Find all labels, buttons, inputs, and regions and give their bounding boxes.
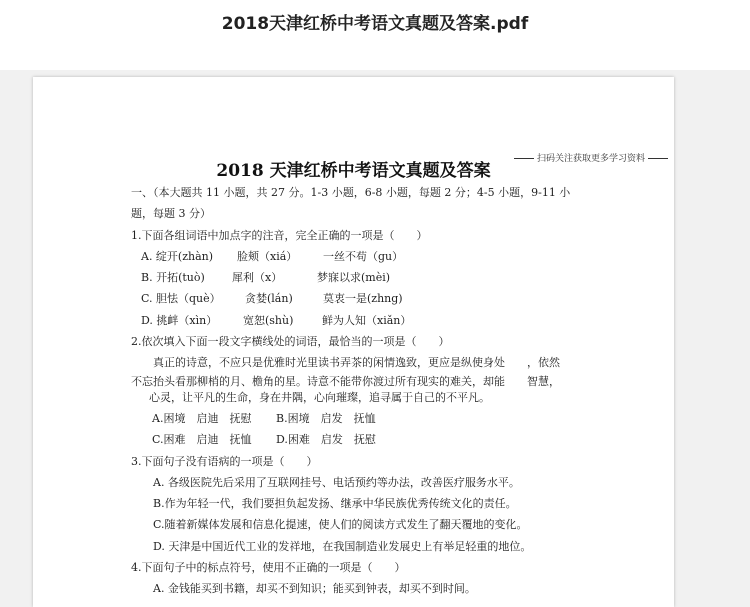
q1-option-a-2: 脸颊（xiá） — [237, 250, 298, 263]
q1-option-a-1: A. 绽开(zhàn) — [141, 250, 214, 263]
pdf-page[interactable] — [33, 77, 674, 607]
q3-option-a: A. 各级医院先后采用了互联网挂号、电话预约等办法，改善医疗服务水平。 — [153, 476, 520, 489]
q4-option-a: A. 金钱能买到书籍，却买不到知识；能买到钟表，却买不到时间。 — [153, 582, 476, 595]
q3-option-b: B.作为年轻一代，我们要担负起发扬、继承中华民族优秀传统文化的责任。 — [153, 497, 517, 510]
q3-option-c: C.随着新媒体发展和信息化提速，使人们的阅读方式发生了翻天覆地的变化。 — [153, 518, 528, 531]
q1-option-b-3: 梦寐以求(mèi) — [317, 271, 391, 284]
q1-option-d-3: 鲜为人知（xiǎn） — [322, 314, 412, 327]
q2-para-line2: 不忘抬头看那柳梢的月、檐角的星。诗意不能带你渡过所有现实的难关，却能 智慧， — [131, 375, 560, 388]
q1-option-d-1: D. 挑衅（xìn） — [141, 314, 218, 327]
q2-option-d: D.困难 启发 抚慰 — [276, 433, 376, 446]
section1-line2: 题，每题 3 分） — [131, 207, 211, 220]
watermark-text: 扫码关注获取更多学习资料 — [537, 154, 646, 164]
q2-para-line1: 真正的诗意，不应只是优雅时光里读书弄茶的闲情逸致，更应是纵使身处 ，依然 — [153, 356, 560, 369]
viewer-toolbar — [0, 0, 750, 70]
q2-para-line3: 心灵，让平凡的生命，身在井隅，心向璀璨，追寻属于自己的不平凡。 — [149, 391, 490, 404]
q1-option-d-2: 宽恕(shù) — [243, 314, 294, 327]
document-title: 2018 天津红桥中考语文真题及答案 — [216, 161, 491, 181]
q1-option-c-3: 莫衷一是(zhng) — [323, 292, 403, 305]
file-title: 2018天津红桥中考语文真题及答案.pdf — [221, 14, 529, 34]
q2-option-a: A.困境 启迪 抚慰 — [152, 412, 252, 425]
q1-stem: 1.下面各组词语中加点字的注音，完全正确的一项是（ ） — [131, 229, 428, 242]
q2-stem: 2.依次填入下面一段文字横线处的词语，最恰当的一项是（ ） — [131, 335, 450, 348]
q1-option-a-3: 一丝不苟（gu） — [323, 250, 404, 263]
q2-option-b: B.困境 启发 抚恤 — [276, 412, 376, 425]
q4-stem: 4.下面句子中的标点符号，使用不正确的一项是（ ） — [131, 561, 406, 574]
q1-option-c-1: C. 胆怯（què） — [141, 292, 221, 305]
q3-option-d: D. 天津是中国近代工业的发祥地，在我国制造业发展史上有举足轻重的地位。 — [153, 540, 532, 553]
section1-line1: 一、（本大题共 11 小题，共 27 分。1-3 小题，6-8 小题，每题 2 分；4-5 小题，9-11 小 — [131, 186, 571, 199]
q1-option-b-1: B. 开拓(tuò) — [141, 271, 205, 284]
q2-option-c: C.困难 启迪 抚恤 — [152, 433, 252, 446]
q3-stem: 3.下面句子没有语病的一项是（ ） — [131, 455, 318, 468]
q1-option-c-2: 贪婪(lán) — [245, 292, 293, 305]
q1-option-b-2: 犀利（x） — [232, 271, 283, 284]
